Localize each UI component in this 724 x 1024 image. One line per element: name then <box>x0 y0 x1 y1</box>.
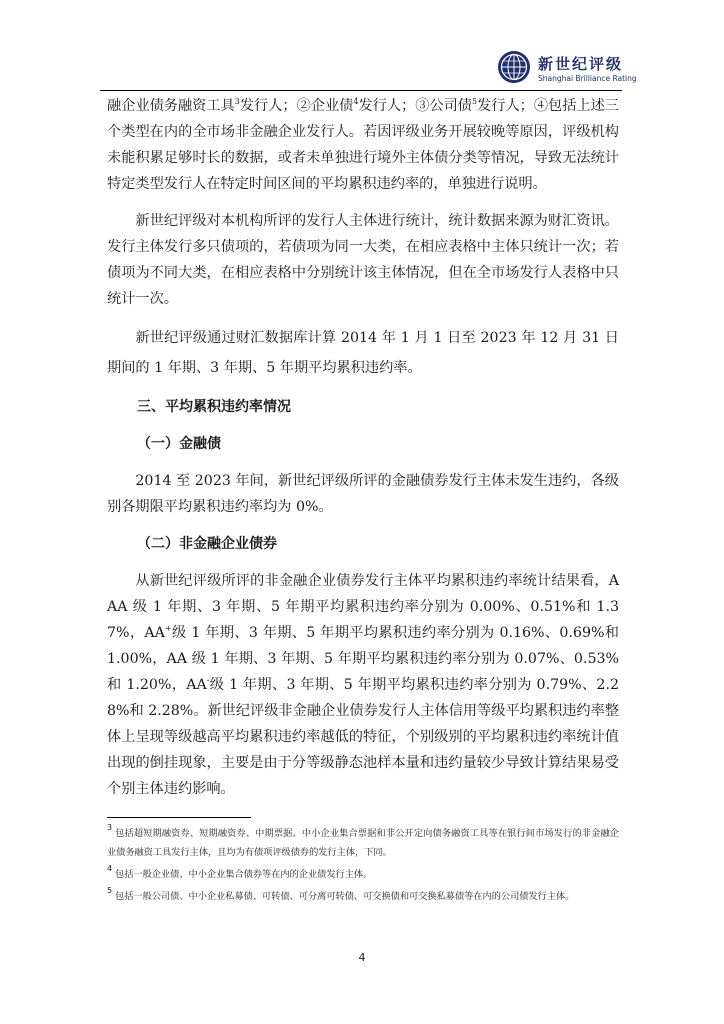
rating-agency-globe-icon <box>497 50 531 84</box>
paragraph-calculation-period: 新世纪评级通过财汇数据库计算 2014 年 1 月 1 日至 2023 年 12 月 31 日期间的 1 年期、3 年期、5 年期平均累积违约率。 <box>107 330 619 376</box>
brand-name-en: Shanghai Brilliance Rating <box>538 74 637 83</box>
paragraph-nonfinancial-bonds: 从新世纪评级所评的非金融企业债券发行主体平均累积违约率统计结果看，AAA 级 1 年期、3 年期、5 年期平均累积违约率分别为 0.00%、0.51%和 1.37%，AA+级 1 年期、3 年期、5 年期平均累积违约率分别为 0.16%、0.69%和 1.00%，AA 级 1 年期、3 年期、5 年期平均累积违约率分别为 0.07%、0.53%和 1.20%，AA-级 1 年期、3 年期、5 年期平均累积违约率分别为 0.79%、2.28%和 2.28%。新世纪评级非金融企业债券发行人主体信用等级平均累积违约率整体上呈现等级越高平均累积违约率越低的特征，个别级别的平均累积违约率统计值出现的倒挂现象，主要是由于分等级静态池样本量和违约量较少导致计算结果易受个别主体违约影响。 <box>107 573 619 797</box>
page-body <box>107 93 619 802</box>
footnote-ref-4: 4 <box>353 97 359 106</box>
footnote-ref-3: 3 <box>234 97 240 106</box>
paragraph-issuer-types: 融企业债务融资工具$^3$发行人；②企业债$^4$发行人；③公司债$^5$发行人；④包括上述三个类型在内的全市场非金融企业发行人。若因评级业务开展较晚等原因，评级机构未能积累足够时长的数据，或者未单独进行境外主体债分类等情况，导致无法统计特定类型发行人在特定时间区间的平均累积违约率的，单独进行说明。 <box>107 97 619 192</box>
subsection-heading-financial-bonds: （一）金融债 <box>137 436 221 452</box>
page-header <box>0 0 724 100</box>
header-divider <box>100 90 622 91</box>
footnote-5: $^5$ 包括一般公司债、中小企业私募债、可转债、可分离可转债、可交换债和可交换私募债等在内的公司债发行主体。 <box>107 886 575 902</box>
footnote-4: $^4$ 包括一般企业债、中小企业集合债券等在内的企业债发行主体。 <box>107 864 373 880</box>
page-number: 4 <box>358 951 366 964</box>
paragraph-financial-bonds: 2014 至 2023 年间，新世纪评级所评的金融债券发行主体未发生违约，各级别各期限平均累积违约率均为 0%。 <box>107 473 619 515</box>
brand-name-cn: 新世纪评级 <box>538 55 624 73</box>
footnote-3: $^3$ 包括超短期融资券、短期融资券、中期票据、中小企业集合票据和非公开定向债务融资工具等在银行间市场发行的非金融企业债务融资工具发行主体，且均为有债项评级债券的发行主体，下同。 <box>107 823 619 858</box>
footnote-divider <box>107 817 251 818</box>
section-heading-default-rates: 三、平均累积违约率情况 <box>137 399 291 415</box>
subsection-heading-nonfinancial-bonds: （二）非金融企业债券 <box>137 536 277 552</box>
footnote-ref-5: 5 <box>471 97 478 106</box>
footnotes <box>107 824 619 909</box>
paragraph-statistics-method: 新世纪评级对本机构所评的发行人主体进行统计，统计数据来源为财汇资讯。发行主体发行多只债项的，若债项为同一大类，在相应表格中主体只统计一次；若债项为不同大类，在相应表格中分别统计该主体情况，但在全市场发行人表格中只统计一次。 <box>107 213 619 307</box>
